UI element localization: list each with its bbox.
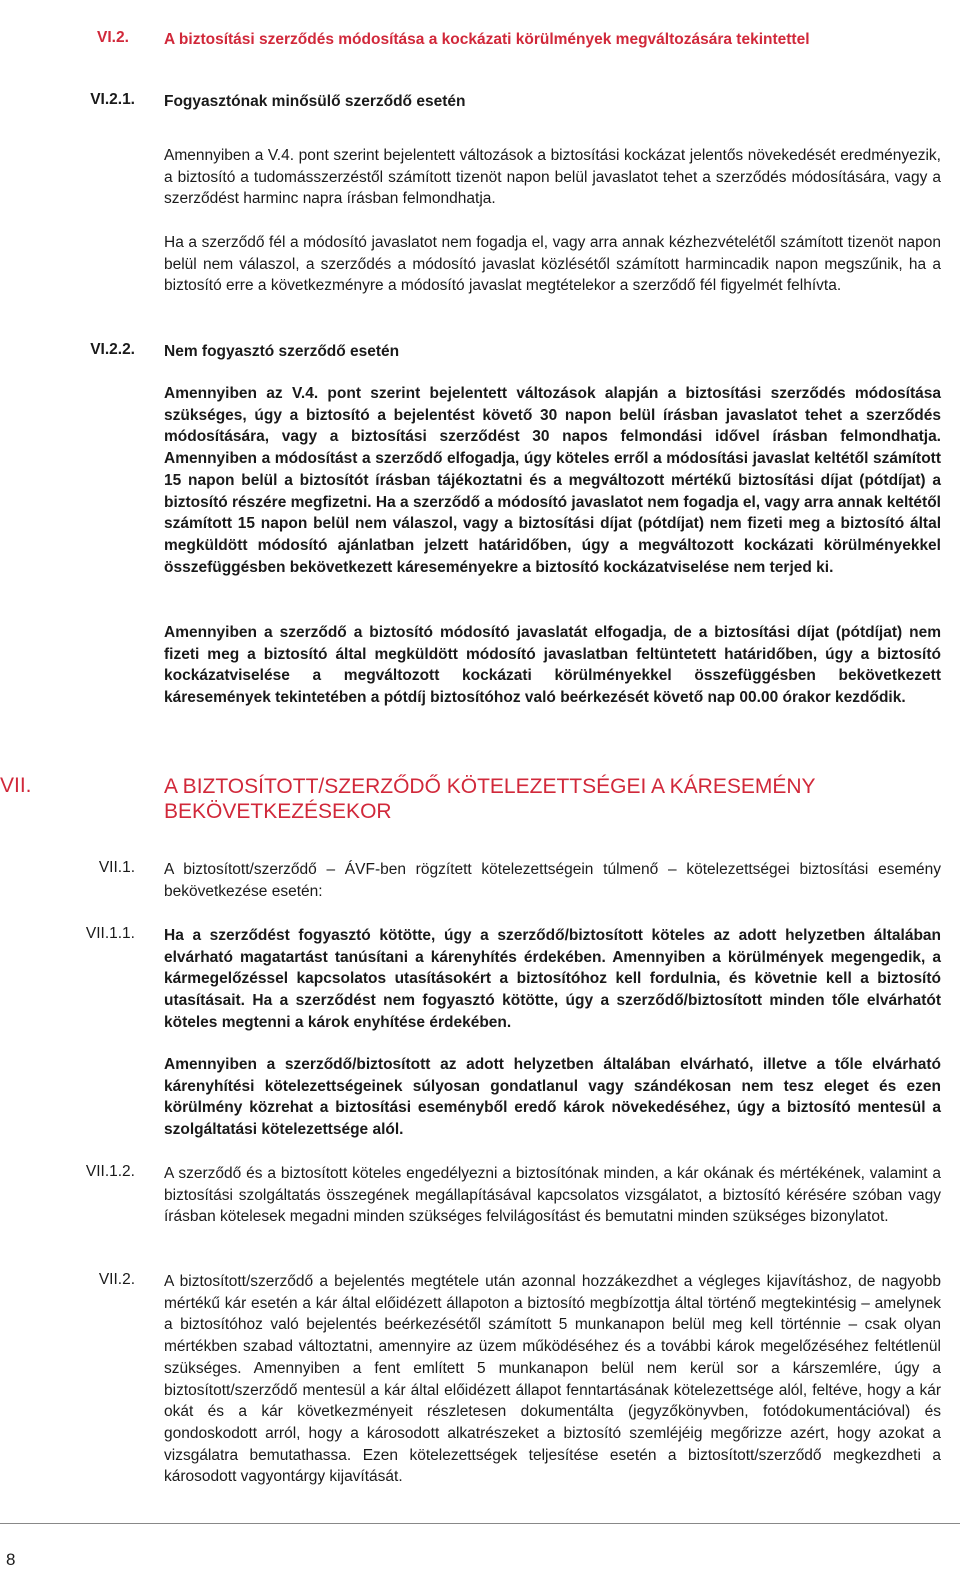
section-vii1-number: VII.1. bbox=[98, 859, 135, 876]
section-vi22-paragraph-1: Amennyiben az V.4. pont szerint bejelentett változások alapján a biztosítási szerződés módosítása szükséges, úgy a biztosító a bejelentést követő 30 napon belül írásban javaslatot tehet a szerződés módosítására, vagy a biztosítási szerződést 30 napos felmondási idővel írásban felmondhatja. Amennyiben a módosítást a szerződő elfogadja, úgy köteles erről a módosítási javaslat keltétől számított 15 napon belül a biztosítót írásban tájékoztatni és a megváltozott mértékű biztosítási díjat (pótdíjat) a biztosító részére megfizetni. Ha a szerződő a módosító javaslatot nem fogadja el, vagy arra annak keltétől számított 15 napon belül nem válaszol, vagy a biztosítási díjat (pótdíjat) nem fizeti meg a biztosító által megküldött módosító ajánlatban jelzett határidőben, úgy a megváltozott kockázati körülményekkel összefüggésben bekövetkezett káreseményekre a biztosító kockázatviselése nem terjed ki. bbox=[164, 385, 941, 576]
section-vii11-number: VII.1.1. bbox=[85, 925, 135, 942]
section-vii12-text: A szerződő és a biztosított köteles engedélyezni a biztosítónak minden, a kár okának és mértékének, valamint a biztosítási szolgáltatás összegének megállapításával kapcsolatos vizsgálatot, a biztosító kérésére szóban vagy írásban kötelesek megadni minden szükséges felvilágosítást és bemutatni minden szükséges bizonylatot. bbox=[164, 1165, 941, 1226]
chapter-vii-number: VII. bbox=[0, 774, 32, 797]
footer-rule bbox=[0, 1523, 960, 1524]
section-vii11-paragraph-2: Amennyiben a szerződő/biztosított az adott helyzetben általában elvárható, illetve a tőle elvárható kárenyhítési kötelezettségeinek súlyosan gondatlanul vagy szándékosan nem tesz eleget és ezen körülmény közrehat a biztosítási eseményből eredő károk növekedéséhez, úgy a biztosító mentesül a szolgáltatási kötelezettsége alól. bbox=[164, 1056, 941, 1139]
section-vi21-number: VI.2.1. bbox=[90, 91, 135, 108]
section-vii12-number: VII.1.2. bbox=[85, 1163, 135, 1180]
section-vi2-number: VI.2. bbox=[97, 29, 129, 46]
section-vii1-text: A biztosított/szerződő – ÁVF-ben rögzített kötelezettségein túlmenő – kötelezettségei biztosítási esemény bekövetkezése esetén: bbox=[164, 861, 941, 900]
section-vi21-paragraph-2: Ha a szerződő fél a módosító javaslatot nem fogadja el, vagy arra annak kézhezvételétől számított tizenöt napon belül nem válaszol, a szerződés a módosító javaslat közlésétől számított harmincadik napon megszűnik, ha a biztosító erre a következményre a módosító javaslat megtételekor a szerződő fél figyelmét felhívta. bbox=[164, 234, 941, 295]
section-vi21-title: Fogyasztónak minősülő szerződő esetén bbox=[164, 93, 466, 110]
section-vi22-number: VI.2.2. bbox=[90, 341, 135, 358]
page-number: 8 bbox=[6, 1550, 16, 1569]
chapter-vii-title bbox=[164, 774, 844, 824]
section-vii2-number: VII.2. bbox=[98, 1271, 135, 1288]
section-vi21-paragraph-1: Amennyiben a V.4. pont szerint bejelentett változások a biztosítási kockázat jelentős növekedését eredményezik, a biztosító a tudomásszerzéstől számított tizenöt napon belül javaslatot tehet a szerződés módosítására, vagy a szerződést harminc napra írásban felmondhatja. bbox=[164, 147, 941, 208]
section-vi22-paragraph-2: Amennyiben a szerződő a biztosító módosító javaslatát elfogadja, de a biztosítási díjat (pótdíjat) nem fizeti meg a biztosító által megküldött módosító javaslatban feltüntetett határidőben, úgy a biztosító kockázatviselése a megváltozott kockázati körülményekkel összefüggésben bekövetkezett káresemények tekintetében a pótdíj biztosítóhoz való beérkezését követő nap 00.00 órakor kezdődik. bbox=[164, 624, 941, 707]
section-vi22-title: Nem fogyasztó szerződő esetén bbox=[164, 343, 400, 360]
chapter-vii-title-line-2: BEKÖVETKEZÉSEKOR bbox=[164, 800, 392, 823]
chapter-vii-title-line-1: A BIZTOSÍTOTT/SZERZŐDŐ KÖTELEZETTSÉGEI A KÁRESEMÉNY bbox=[164, 775, 816, 798]
section-vii11-paragraph-1: Ha a szerződést fogyasztó kötötte, úgy a szerződő/biztosított köteles az adott helyzetben általában elvárható magatartást tanúsítani a kárenyhítés érdekében. Amennyiben a körülmények megengedik, a kármegelőzéssel kapcsolatos utasításokért a biztosítóhoz kell fordulnia, és követnie kell a biztosító utasításait. Ha a szerződést nem fogyasztó kötötte, úgy a szerződő/biztosított minden tőle elvárhatót köteles megtenni a károk enyhítése érdekében. bbox=[164, 927, 941, 1031]
section-vi2-title: A biztosítási szerződés módosítása a kockázati körülmények megváltozására tekintettel bbox=[164, 31, 810, 48]
section-vii2-text: A biztosított/szerződő a bejelentés megtétele után azonnal hozzákezdhet a végleges kijavításhoz, de nagyobb mértékű kár esetén a kár által előidézett állapoton a biztosító megbízottja által történő megtekintésig – amelynek a biztosítóhoz való bejelentés beérkezésétől számított 5 munkanapon belül meg kell történnie – csak olyan mértékben szabad változtatni, amennyire az üzem működéséhez és a további károk megelőzéséhez feltétlenül szükséges. Amennyiben a fent említett 5 munkanapon belül nem kerül sor a kárszemlére, úgy a biztosított/szerződő mentesül a kár által előidézett állapot fenntartásának kötelezettsége alól, feltéve, hogy a kár okát és a kár következményeit részletesen dokumentálta (jegyzőkönyvben, fotódokumentációval) és gondoskodott arról, hogy a károsodott alkatrészeket a biztosító szemléjéig megőrizze azért, hogy azokat a vizsgálatra bemutathassa. Ezen kötelezettségek teljesítése esetén a biztosított/szerződő megkezdheti a károsodott vagyontárgy kijavítását. bbox=[164, 1273, 941, 1486]
